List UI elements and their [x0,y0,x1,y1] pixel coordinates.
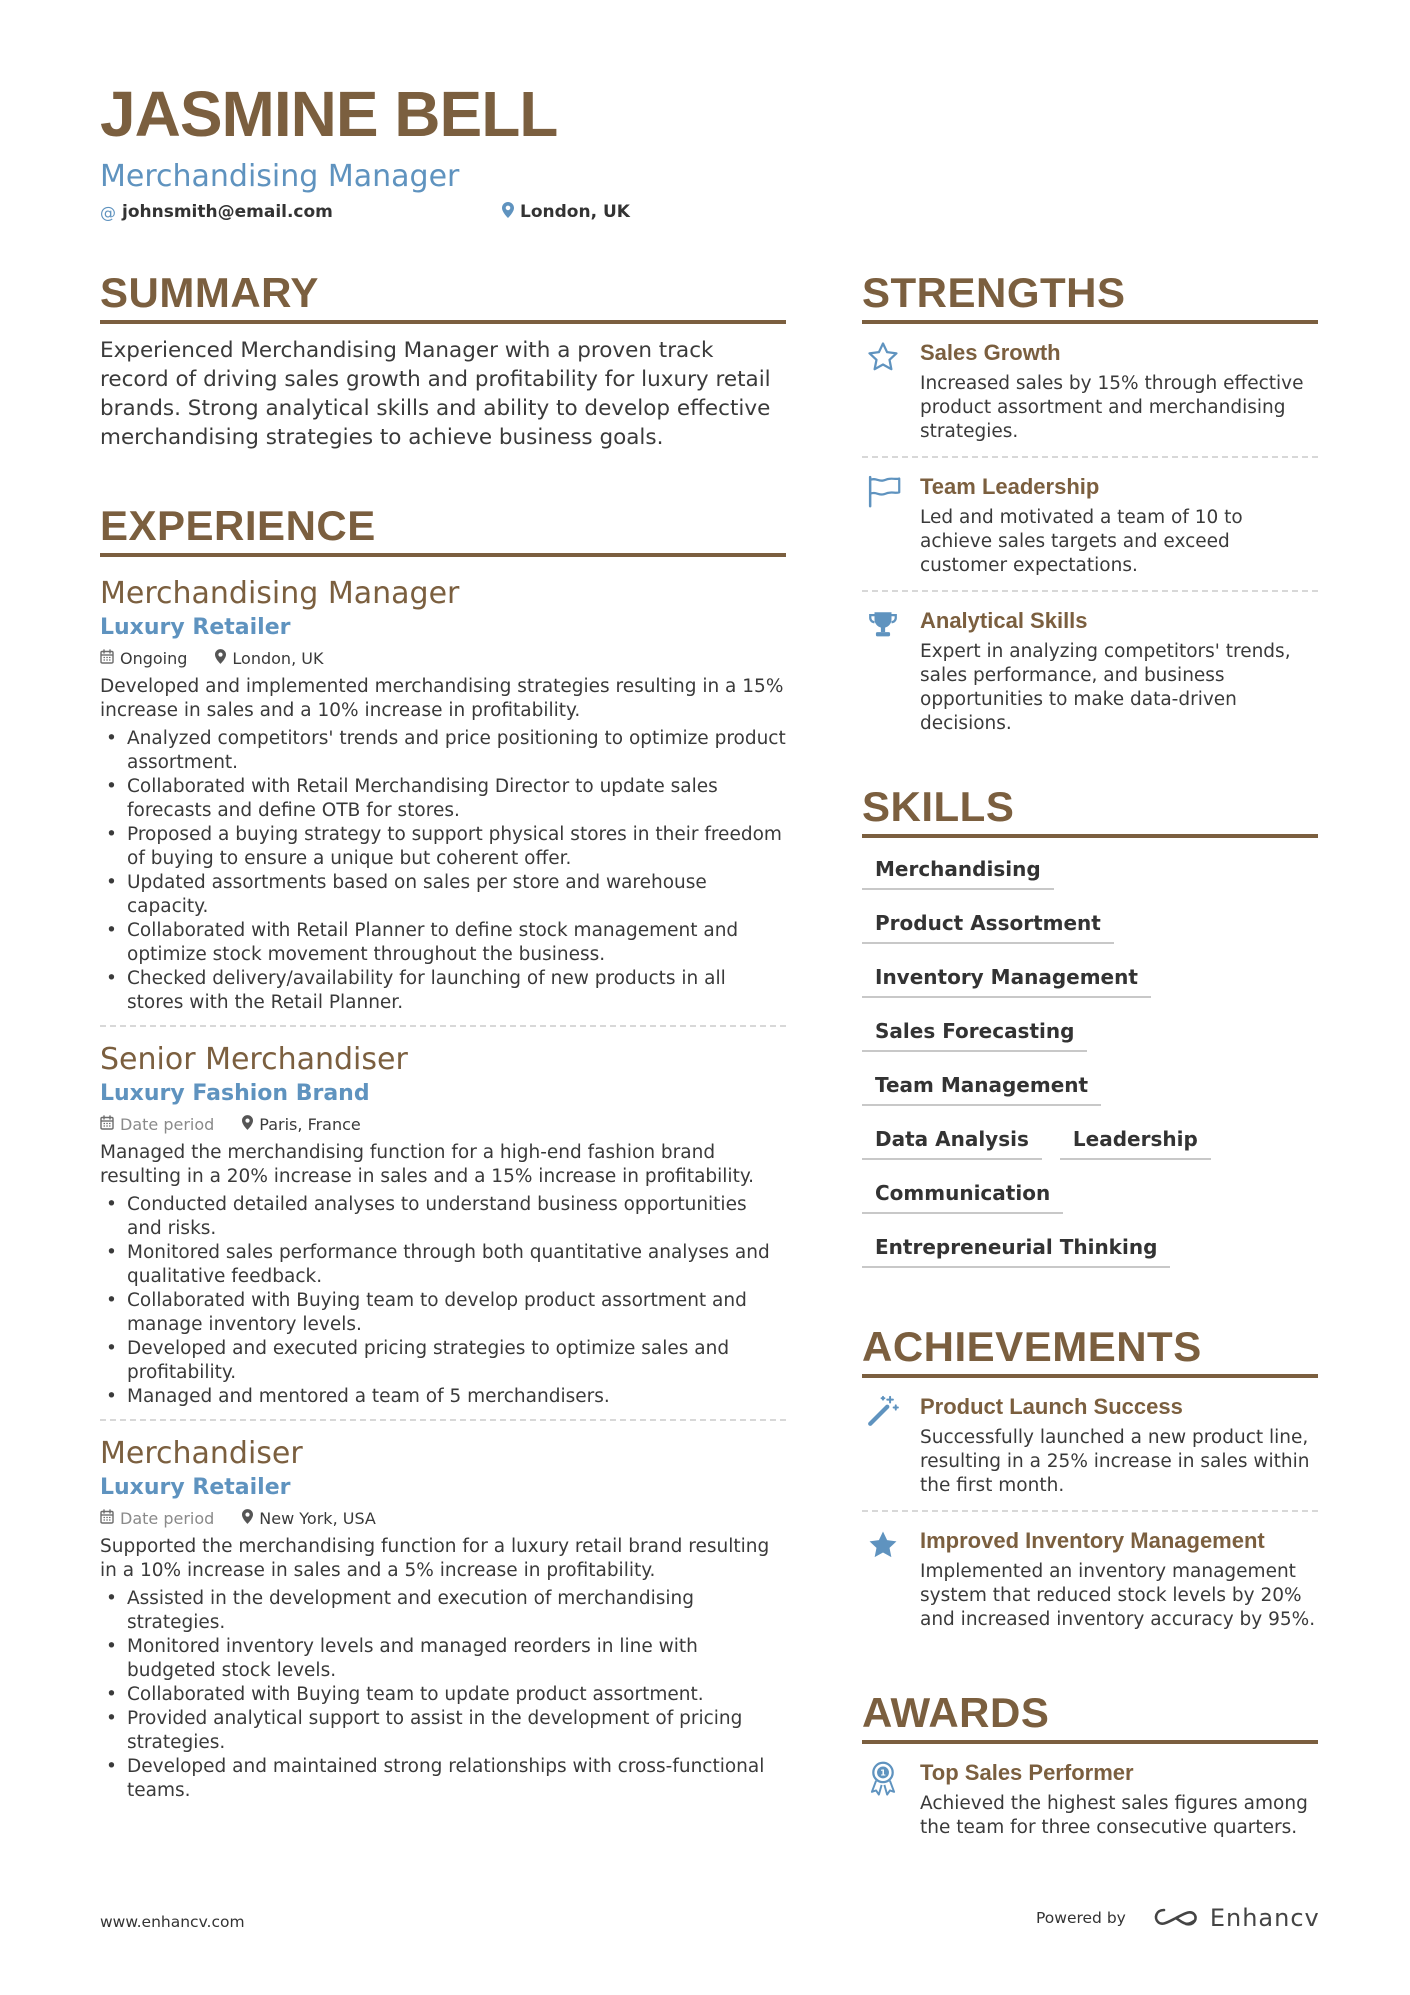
job-bullet: • Collaborated with Buying team to update product assortment. [100,1683,786,1707]
job-bullet: • Collaborated with Retail Merchandising Director to update sales forecasts and define OTB for stores. [100,775,786,823]
achievements-item-body [920,1526,1318,1632]
skill-tag: Leadership [1060,1120,1211,1160]
job-meta [100,647,786,669]
job-period [100,1509,214,1528]
brand-logo[interactable] [1152,1904,1320,1932]
svg-text:1: 1 [880,1767,886,1778]
job-role: Merchandiser [100,1436,303,1471]
strengths-item-body [920,472,1318,578]
achievements-item-body [920,1392,1318,1498]
job-company: Luxury Fashion Brand [100,1081,370,1106]
job-bullets [100,1587,786,1803]
trophy-icon [862,606,920,736]
job-bullet: • Checked delivery/availability for launching of new products in all stores with the Retail Planner. [100,967,786,1015]
job-description: Developed and implemented merchandising strategies resulting in a 15% increase in sales and a 10% increase in profitability. [100,676,784,721]
strengths-item-title: Team Leadership [920,474,1100,499]
achievements-item [862,1378,1318,1510]
job-company: Luxury Retailer [100,615,291,640]
awards-item-body [920,1758,1318,1840]
skills-list [862,850,1318,1282]
job-period [100,1115,214,1134]
strengths-item-title: Analytical Skills [920,608,1088,633]
skill-tag: Communication [862,1174,1063,1214]
candidate-name: JASMINE BELL [100,78,558,150]
job-bullet: • Collaborated with Buying team to develop product assortment and manage inventory levels. [100,1289,786,1337]
job-entry [100,557,786,1015]
job-role: Senior Merchandiser [100,1042,408,1077]
job-description: Managed the merchandising function for a high-end fashion brand resulting in a 20% increase in sales and a 15% increase in profitability. [100,1142,755,1187]
job-role: Merchandising Manager [100,576,460,611]
strengths-section [862,269,1318,748]
job-bullets [100,1193,786,1409]
job-bullet: • Analyzed competitors' trends and price positioning to optimize product assortment. [100,727,786,775]
summary-section [100,269,786,452]
strengths-item-text: Expert in analyzing competitors' trends, sales performance, and business opportunities to make data-driven decisions. [920,641,1291,734]
job-company: Luxury Retailer [100,1475,291,1500]
job-bullet: • Monitored sales performance through both quantitative analyses and qualitative feedback. [100,1241,786,1289]
section-title-experience: EXPERIENCE [100,505,786,557]
achievements-list [862,1378,1318,1644]
job-bullet: • Monitored inventory levels and managed reorders in line with budgeted stock levels. [100,1635,786,1683]
job-period-text: Date period [120,1508,215,1528]
brand-name: Enhancv [1209,1904,1320,1932]
award-medal-icon [862,1758,920,1840]
job-bullet: • Conducted detailed analyses to understand business opportunities and risks. [100,1193,786,1241]
job-location [242,1509,376,1528]
strengths-item [862,324,1318,456]
job-bullet: • Collaborated with Retail Planner to define stock management and optimize stock movement throughout the business. [100,919,786,967]
section-title-strengths: STRENGTHS [862,272,1318,324]
star-filled-icon [862,1526,920,1632]
achievements-item-title: Improved Inventory Management [920,1528,1265,1553]
candidate-title: Merchandising Manager [100,159,460,194]
achievements-item-title: Product Launch Success [920,1394,1183,1419]
enhancv-logo-icon [1152,1907,1200,1929]
section-title-summary: SUMMARY [100,272,786,324]
skill-tag: Inventory Management [862,958,1151,998]
job-description: Supported the merchandising function for a luxury retail brand resulting in a 10% increase in sales and a 5% increase in profitability. [100,1536,770,1581]
strengths-list [862,324,1318,748]
job-period [100,649,187,668]
section-title-achievements: ACHIEVEMENTS [862,1326,1318,1378]
skill-tag: Sales Forecasting [862,1012,1087,1052]
location-pin-icon [502,202,514,222]
job-location-text: New York, USA [259,1508,376,1528]
location-pin-icon [242,1509,253,1528]
skill-tag: Data Analysis [862,1120,1042,1160]
left-column [100,269,786,1803]
calendar-icon [100,649,114,668]
summary-text: Experienced Merchandising Manager with a proven track record of driving sales growth and profitability for luxury retail brands. Strong analytical skills and ability to develop effective merchandising strategies to achieve business goals. [100,338,771,450]
job-bullet: • Updated assortments based on sales per store and warehouse capacity. [100,871,786,919]
awards-item [862,1744,1318,1852]
email-text: johnsmith@email.com [122,202,333,222]
right-column [862,269,1318,1852]
awards-section [862,1689,1318,1852]
job-bullet: • Proposed a buying strategy to support physical stores in their freedom of buying to ensure a unique but coherent offer. [100,823,786,871]
awards-item-title: Top Sales Performer [920,1760,1134,1785]
magic-wand-icon [862,1392,920,1498]
flag-icon [862,472,920,578]
strengths-item-text: Led and motivated a team of 10 to achieve sales targets and exceed customer expectations. [920,507,1243,576]
skill-tag: Product Assortment [862,904,1114,944]
contact-email[interactable] [100,202,333,222]
section-title-skills: SKILLS [862,786,1318,838]
skill-tag: Merchandising [862,850,1054,890]
job-location [215,649,323,668]
powered-by-label: Powered by [1036,1909,1126,1927]
awards-list [862,1744,1318,1852]
job-period-text: Date period [120,1114,215,1134]
achievements-item-text: Implemented an inventory management system that reduced stock levels by 20% and increased inventory accuracy by 95%. [920,1561,1316,1630]
job-list [100,557,786,1803]
job-period-text: Ongoing [120,648,188,668]
skill-tag: Entrepreneurial Thinking [862,1228,1170,1268]
job-location [242,1115,360,1134]
location-text: London, UK [520,202,630,222]
job-bullets [100,727,786,1015]
skill-tag: Team Management [862,1066,1101,1106]
location-pin-icon [215,649,226,668]
achievements-item [862,1510,1318,1644]
job-bullet: • Assisted in the development and execution of merchandising strategies. [100,1587,786,1635]
location-pin-icon [242,1115,253,1134]
achievements-section [862,1323,1318,1644]
experience-section [100,502,786,1803]
job-location-text: London, UK [232,648,324,668]
footer-branding [1036,1904,1320,1932]
job-location-text: Paris, France [259,1114,361,1134]
skills-section [862,783,1318,1282]
strengths-item-body [920,606,1318,736]
calendar-icon [100,1115,114,1134]
job-meta [100,1507,786,1529]
section-title-awards: AWARDS [862,1692,1318,1744]
job-bullet: • Developed and executed pricing strategies to optimize sales and profitability. [100,1337,786,1385]
strengths-item [862,456,1318,590]
at-icon: @ [100,202,116,222]
strengths-item-body [920,338,1318,444]
awards-item-text: Achieved the highest sales figures among the team for three consecutive quarters. [920,1793,1308,1838]
job-bullet: • Provided analytical support to assist in the development of pricing strategies. [100,1707,786,1755]
calendar-icon [100,1509,114,1528]
strengths-item-title: Sales Growth [920,340,1061,365]
contact-location [502,202,630,222]
job-entry [100,1419,786,1803]
job-entry [100,1025,786,1409]
achievements-item-text: Successfully launched a new product line, resulting in a 25% increase in sales within the first month. [920,1427,1310,1496]
strengths-item [862,590,1318,748]
job-bullet: • Developed and maintained strong relationships with cross-functional teams. [100,1755,786,1803]
footer-website[interactable]: www.enhancv.com [100,1913,245,1931]
job-bullet: • Managed and mentored a team of 5 merchandisers. [100,1385,786,1409]
strengths-item-text: Increased sales by 15% through effective product assortment and merchandising strategies. [920,373,1304,442]
job-meta [100,1113,786,1135]
star-outline-icon [862,338,920,444]
